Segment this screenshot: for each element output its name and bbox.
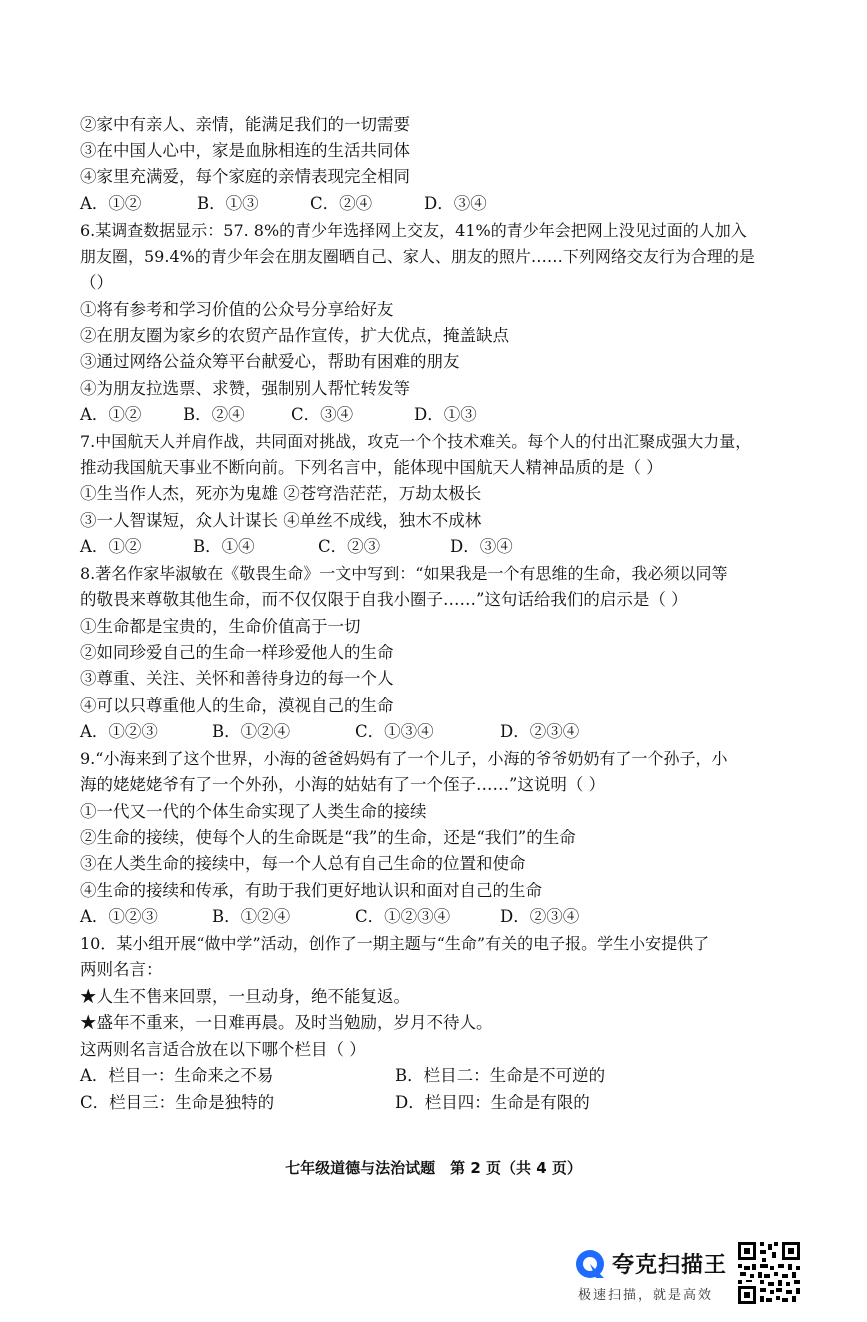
answer-option: D．栏目四：生命是有限的 xyxy=(395,1093,590,1112)
answer-option: C．①③④ xyxy=(355,722,434,741)
page-footer: 七年级道德与法治试题 第 2 页（共 4 页） xyxy=(285,1159,582,1177)
question-6-end: （） xyxy=(80,273,113,292)
question-10-stem: 这两则名言适合放在以下哪个栏目（ ） xyxy=(80,1040,366,1059)
answer-option: A．①②③ xyxy=(80,907,158,926)
option-line: ④为朋友拉选票、求赞，强制别人帮忙转发等 xyxy=(80,379,410,398)
answer-option: C．①②③④ xyxy=(355,907,451,926)
option-line: ③尊重、关注、关怀和善待身边的每一个人 xyxy=(80,669,394,688)
answer-option: D．②③④ xyxy=(500,722,580,741)
option-line: ①生当作人杰，死亦为鬼雄 ②苍穹浩茫茫，万劫太极长 xyxy=(80,484,482,503)
question-9-cont: 海的姥姥姥爷有了一个外孙，小海的姑姑有了一个侄子……”这说明（ ） xyxy=(80,775,606,794)
quote-line: ★人生不售来回票，一旦动身，绝不能复返。 xyxy=(80,987,410,1006)
option-line: ①生命都是宝贵的，生命价值高于一切 xyxy=(80,617,361,636)
scanner-watermark xyxy=(574,1242,734,1302)
question-7-cont: 推动我国航天事业不断向前。下列名言中，能体现中国航天人精神品质的是（ ） xyxy=(80,458,663,477)
question-6: 6.某调查数据显示：57. 8%的青少年选择网上交友，41%的青少年会把网上没见过面的人加入 xyxy=(80,221,747,240)
question-6-cont: 朋友圈，59.4%的青少年会在朋友圈晒自己、家人、朋友的照片……下列网络交友行为合理的是 xyxy=(80,247,755,266)
answer-option: A．①②③ xyxy=(80,722,158,741)
option-line: ①将有参考和学习价值的公众号分享给好友 xyxy=(80,300,394,319)
option-line: ②家中有亲人、亲情，能满足我们的一切需要 xyxy=(80,115,410,134)
answer-option: D．③④ xyxy=(450,537,513,556)
answer-option: A．①② xyxy=(80,405,142,424)
option-line: ③通过网络公益众筹平台献爱心，帮助有困难的朋友 xyxy=(80,352,460,371)
option-line: ④家里充满爱，每个家庭的亲情表现完全相同 xyxy=(80,167,410,186)
option-line: ③在中国人心中，家是血脉相连的生活共同体 xyxy=(80,141,410,160)
question-8: 8.著名作家毕淑敏在《敬畏生命》一文中写到：“如果我是一个有思维的生命，我必须以同等 xyxy=(80,564,728,583)
option-line: ②生命的接续，使每个人的生命既是“我”的生命，还是“我们”的生命 xyxy=(80,828,576,847)
answer-option: A．①② xyxy=(80,194,142,213)
answer-option: B．①④ xyxy=(193,537,255,556)
option-line: ③在人类生命的接续中，每一个人总有自己生命的位置和使命 xyxy=(80,854,526,873)
option-line: ②如同珍爱自己的生命一样珍爱他人的生命 xyxy=(80,643,394,662)
answer-option: D．①③ xyxy=(414,405,477,424)
answer-option: D．②③④ xyxy=(500,907,580,926)
answer-option: C．②③ xyxy=(318,537,381,556)
question-10-cont: 两则名言： xyxy=(80,960,163,979)
answer-option: B．栏目二：生命是不可逆的 xyxy=(395,1066,606,1085)
answer-option: C．②④ xyxy=(310,194,373,213)
answer-option: B．②④ xyxy=(183,405,245,424)
option-line: ②在朋友圈为家乡的农贸产品作宣传，扩大优点，掩盖缺点 xyxy=(80,326,509,345)
option-line: ①一代又一代的个体生命实现了人类生命的接续 xyxy=(80,802,427,821)
question-10: 10．某小组开展“做中学”活动，创作了一期主题与“生命”有关的电子报。学生小安提供了 xyxy=(80,934,710,953)
answer-option: B．①②④ xyxy=(212,907,291,926)
qr-code-icon xyxy=(736,1240,802,1306)
answer-option: A．①② xyxy=(80,537,142,556)
question-7: 7.中国航天人并肩作战，共同面对挑战，攻克一个个技术难关。每个人的付出汇聚成强大力量， xyxy=(80,432,752,451)
question-8-cont: 的敬畏来尊敬其他生命，而不仅仅限于自我小圈子……”这句话给我们的启示是（ ） xyxy=(80,590,688,609)
brand-tagline: 极速扫描，就是高效 xyxy=(578,1288,714,1303)
answer-option: A．栏目一：生命来之不易 xyxy=(80,1066,274,1085)
answer-option: B．①②④ xyxy=(212,722,291,741)
option-line: ④生命的接续和传承，有助于我们更好地认识和面对自己的生命 xyxy=(80,881,542,900)
answer-option: C．栏目三：生命是独特的 xyxy=(80,1093,275,1112)
option-line: ④可以只尊重他人的生命，漠视自己的生命 xyxy=(80,696,394,715)
answer-option: D．③④ xyxy=(424,194,487,213)
answer-option: B．①③ xyxy=(197,194,259,213)
quote-line: ★盛年不重来，一日难再晨。及时当勉励，岁月不待人。 xyxy=(80,1013,493,1032)
answer-option: C．③④ xyxy=(291,405,354,424)
brand-name: 夸克扫描王 xyxy=(612,1253,728,1278)
question-9: 9.“小海来到了这个世界，小海的爸爸妈妈有了一个儿子，小海的爷爷奶奶有了一个孙子，小 xyxy=(80,749,728,768)
option-line: ③一人智谋短，众人计谋长 ④单丝不成线，独木不成林 xyxy=(80,511,482,530)
quark-logo-icon xyxy=(574,1248,606,1280)
